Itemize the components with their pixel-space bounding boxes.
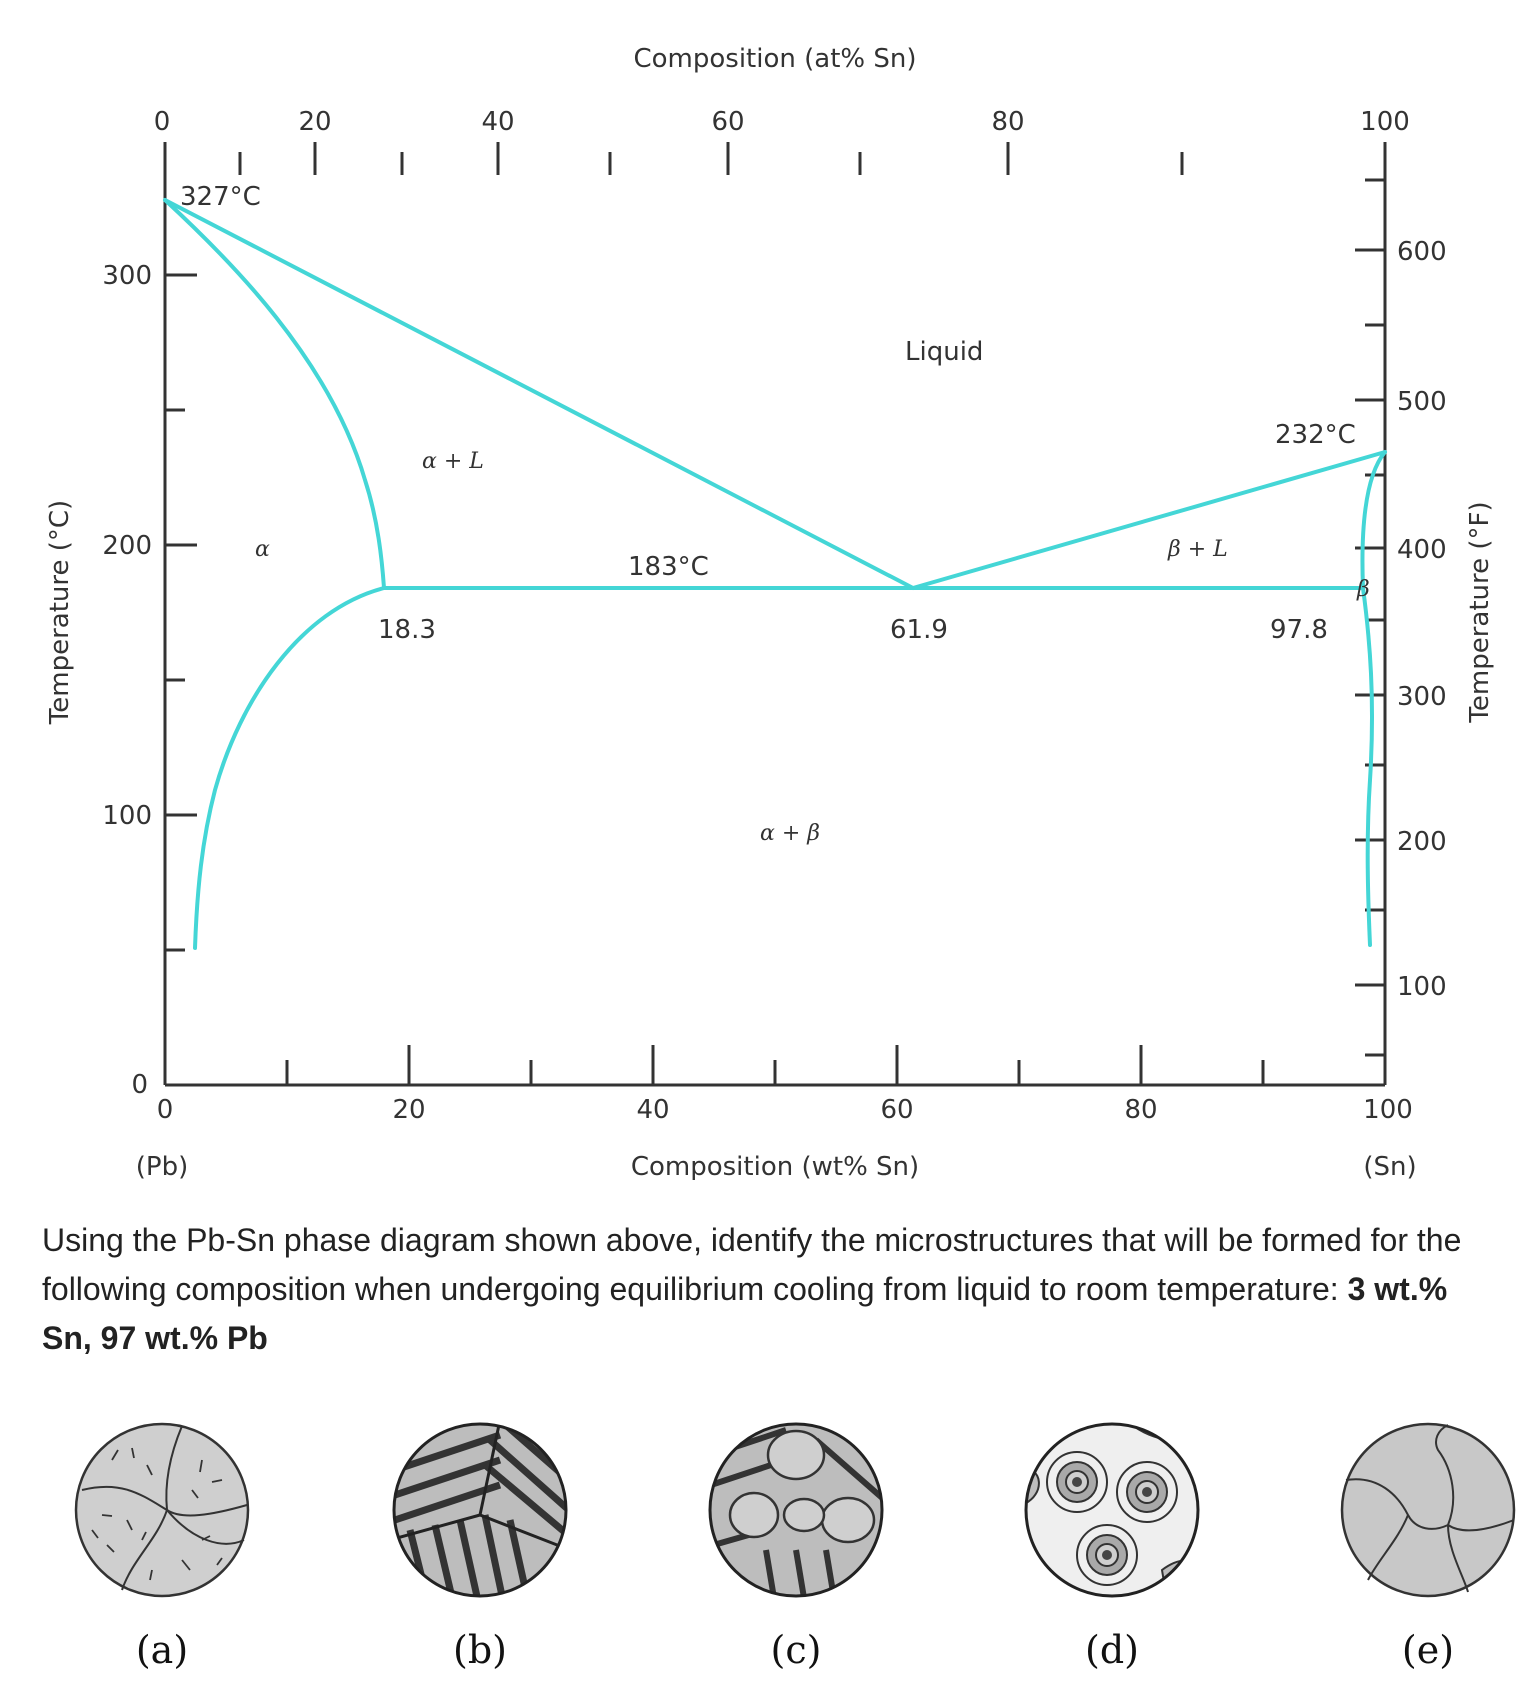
microstructure-e-image	[1338, 1420, 1518, 1600]
top-tick-40: 40	[481, 107, 515, 137]
left-axis-title: Temperature (°C)	[45, 499, 75, 725]
eutectic-composition: 61.9	[890, 615, 948, 645]
right-axis-title: Temperature (°F)	[1465, 501, 1495, 723]
top-axis-ticks	[165, 142, 1182, 175]
eutectic-temperature: 183°C	[628, 552, 709, 582]
sn-melting-point: 232°C	[1275, 420, 1356, 450]
option-c-label: (c)	[770, 1628, 822, 1672]
right-tick-300: 300	[1397, 682, 1447, 712]
option-a-label: (a)	[135, 1628, 189, 1672]
top-tick-100: 100	[1360, 107, 1410, 137]
solidus-right	[1362, 452, 1385, 588]
left-tick-100: 100	[102, 801, 152, 831]
left-axis-ticks	[165, 275, 197, 950]
top-tick-80: 80	[991, 107, 1025, 137]
diagram-annotations	[180, 182, 1356, 645]
bottom-tick-40: 40	[636, 1095, 670, 1125]
top-tick-60: 60	[711, 107, 745, 137]
option-e-label: (e)	[1401, 1628, 1455, 1672]
bottom-axis-tick-labels	[157, 1095, 1413, 1125]
bottom-tick-80: 80	[1124, 1095, 1158, 1125]
left-tick-200: 200	[102, 531, 152, 561]
left-axis-tick-labels	[102, 261, 152, 1100]
question-body: Using the Pb-Sn phase diagram shown above, identify the microstructures that will be formed for the following composition when undergoing equilibrium cooling from liquid to room temperature:	[42, 1222, 1462, 1307]
plot-frame	[165, 142, 1385, 1085]
question-composition: 3 wt.% Sn, 97 wt.% Pb	[42, 1271, 1448, 1356]
top-axis-tick-labels	[154, 107, 1410, 137]
microstructure-d-image	[1022, 1420, 1202, 1600]
bottom-tick-0: 0	[156, 1095, 174, 1125]
pb-melting-point: 327°C	[180, 182, 261, 212]
top-tick-20: 20	[298, 107, 332, 137]
right-tick-600: 600	[1397, 237, 1447, 267]
microstructure-c-image	[706, 1420, 886, 1600]
phase-region-labels	[255, 337, 1370, 846]
liquidus-left	[165, 200, 913, 588]
liquidus-right	[913, 452, 1385, 588]
solvus-left	[195, 588, 384, 948]
bottom-axis-title: Composition (wt% Sn)	[630, 1152, 920, 1180]
alpha-solubility-limit: 18.3	[378, 615, 436, 645]
bottom-tick-60: 60	[880, 1095, 914, 1125]
right-tick-400: 400	[1397, 535, 1447, 565]
liquid-region-label: Liquid	[905, 337, 984, 367]
right-tick-500: 500	[1397, 387, 1447, 417]
beta-liquid-region-label: β + L	[1168, 537, 1228, 562]
sn-label: (Sn)	[1363, 1152, 1417, 1180]
microstructure-b-image	[390, 1420, 570, 1600]
alpha-beta-region-label: α + β	[760, 821, 820, 846]
left-tick-300: 300	[102, 261, 152, 291]
option-b-label: (b)	[453, 1628, 507, 1672]
pb-label: (Pb)	[135, 1152, 189, 1180]
beta-solubility-limit: 97.8	[1270, 615, 1328, 645]
alpha-liquid-region-label: α + L	[422, 449, 484, 474]
bottom-tick-20: 20	[392, 1095, 426, 1125]
microstructure-a-image	[72, 1420, 252, 1600]
question-text	[42, 1216, 1482, 1363]
alpha-region-label: α	[255, 537, 270, 562]
bottom-tick-100: 100	[1363, 1095, 1413, 1125]
bottom-axis-ticks	[287, 1045, 1263, 1085]
beta-region-label: β	[1357, 577, 1370, 602]
right-tick-200: 200	[1397, 827, 1447, 857]
right-axis-tick-labels	[1397, 237, 1447, 1002]
right-tick-100: 100	[1397, 972, 1447, 1002]
top-tick-0: 0	[153, 107, 171, 137]
option-d-label: (d)	[1085, 1628, 1139, 1672]
left-tick-0: 0	[131, 1070, 148, 1100]
top-axis-title: Composition (at% Sn)	[633, 44, 917, 74]
